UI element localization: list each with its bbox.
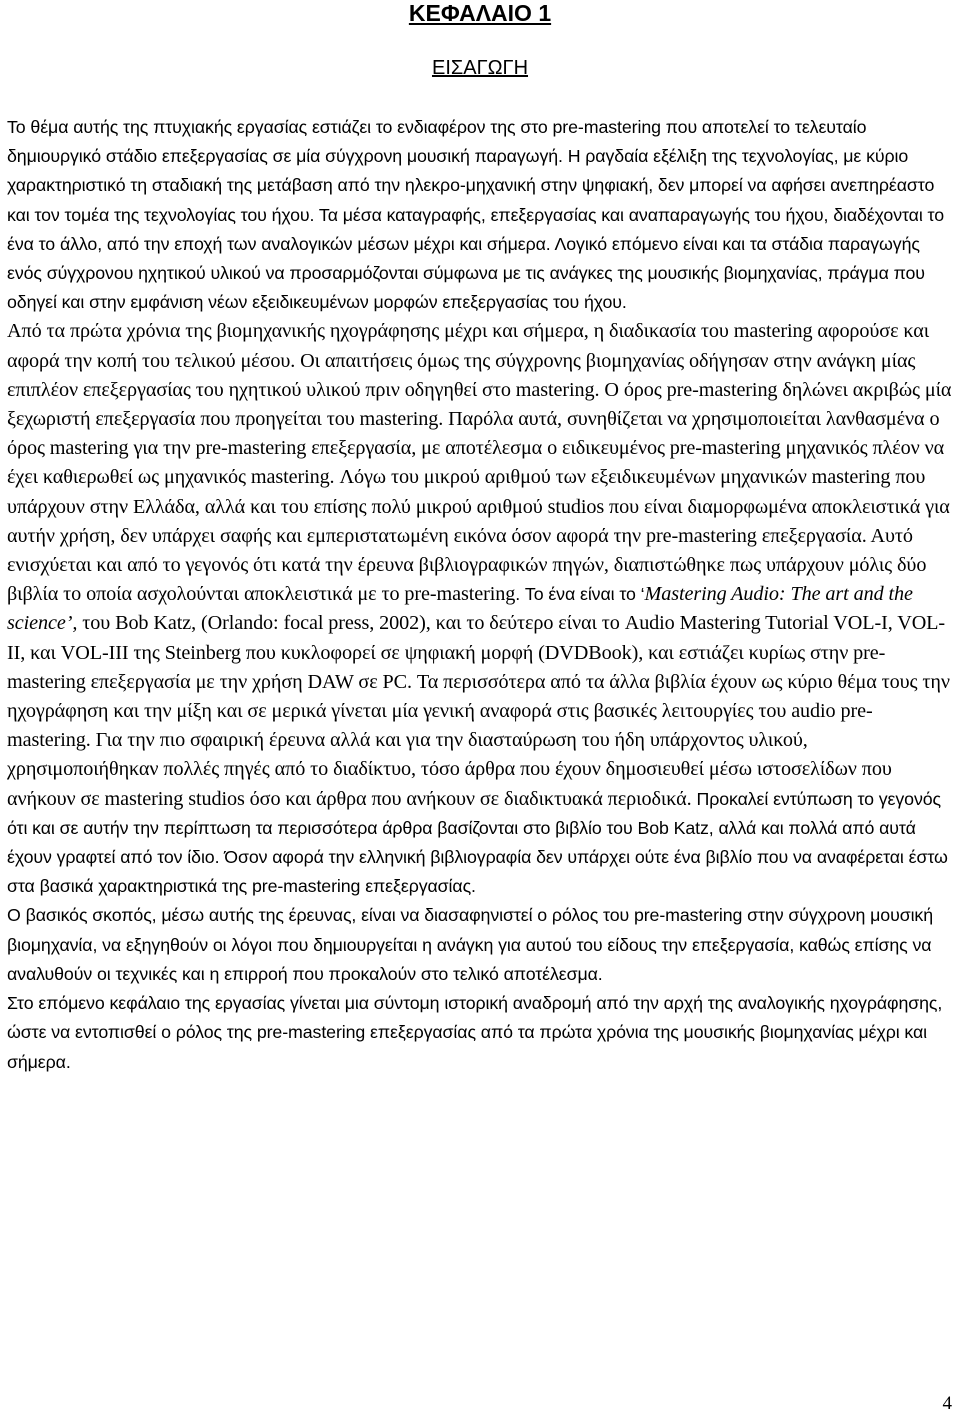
text-run: Από τα πρώτα χρόνια της βιομηχανικής ηχογράφησης μέχρι και σήμερα, η διαδικασία του mastering αφορούσε και αφορά την κοπή του τελικού μέσου. Οι απαιτήσεις όμως της σύγχρονης βιομηχανίας οδήγησαν στην ανάγκη μίας επιπλέον επεξεργασίας του ηχητικού υλικού πριν οδηγηθεί στο mastering. Ο όρος pre-mastering δηλώνει ακριβώς μία ξεχωριστή επεξεργασία που προηγείται του mastering. Παρόλα αυτά, συνηθίζεται να χρησιμοποιείται λανθασμένα ο όρος mastering για την pre-mastering επεξεργασία, με αποτέλεσμα ο ειδικευμένος pre-mastering μηχανικός πλέον να έχει καθιερωθεί ως μηχανικός mastering. Λόγω του μικρού αριθμού των εξειδικευμένων μηχανικών mastering που υπάρχουν στην Ελλάδα, αλλά και του επίσης πολύ μικρού αριθμού studios που είναι διαμορφωμένα αποκλειστικά για αυτήν χρήση, δεν υπάρχει σαφής και εμπεριστατωμένη εικόνα όσον αφορά την pre-mastering επεξεργασία. Αυτό ενισχύεται και από το γεγονός ότι κατά την έρευνα βιβλιογραφικών πηγών, διαπιστώθηκε πως υπάρχουν μόλις δύο βιβλία το οποία ασχολούνται αποκλειστικά με το pre-mastering <box>7 320 952 606</box>
chapter-title: ΚΕΦΑΛΑΙΟ 1 <box>408 0 552 26</box>
paragraph-4 <box>7 989 955 1077</box>
text-run: Προκαλεί εντύπωση το γεγονός ότι και σε αυτήν την περίπτωση τα περισσότερα άρθρα βασίζονται στο βιβλίο του Bob Katz, αλλά και πολλά από αυτά έχουν γραφτεί από τον ίδιο. Όσον αφορά την ελληνική βιβλιογραφία δεν υπάρχει ούτε ένα βιβλίο που να αναφέρεται έστω στα βασικά χαρακτηριστικά της pre-mastering επεξεργασίας. <box>7 788 948 897</box>
paragraph-1 <box>7 113 955 317</box>
text-run: Το θέμα αυτής της πτυχιακής εργασίας εστιάζει το ενδιαφέρον της στο pre-mastering που αποτελεί το τελευταίο δημιουργικό στάδιο επεξεργασίας σε μία σύγχρονη μουσική παραγωγή. Η ραγδαία εξέλιξη της τεχνολογίας, με κύριο χαρακτηριστικό τη σταδιακή της μετάβαση από την ηλεκρο-μηχανική στην ψηφιακή, δεν μπορεί να αφήσει ανεπηρέαστο και τον τομέα της τεχνολογίας του ήχου. Τα μέσα καταγραφής, επεξεργασίας και αναπαραγωγής του ήχου, διαδέχονται το ένα το άλλο, από την εποχή των αναλογικών μέσων μέχρι και σήμερα. Λογικό επόμενο είναι και τα στάδια παραγωγής ενός σύγχρονου ηχητικού υλικού να προσαρμόζονται σύμφωνα με τις ανάγκες της μουσικής βιομηχανίας, πράγμα που οδηγεί και στην εμφάνιση νέων εξειδικευμένων μορφών επεξεργασίας του ήχου. <box>7 117 944 313</box>
text-run: . Το ένα είναι το ‘ <box>515 584 645 605</box>
paragraph-3 <box>7 901 955 989</box>
body-text <box>7 113 955 1077</box>
text-run: Στο επόμενο κεφάλαιο της εργασίας γίνεται μια σύντομη ιστορική αναδρομή από την αρχή της αναλογικής ηχογράφησης, ώστε να εντοπισθεί ο ρόλος της pre-mastering επεξεργασίας από τα πρώτα χρόνια της μουσικής βιομηχανίας μέχρι και σήμερα. <box>7 993 943 1072</box>
book-title-italic: Mastering Audio: The art and the science’, <box>7 583 913 635</box>
section-title: ΕΙΣΑΓΩΓΗ <box>431 57 529 79</box>
text-run: του Bob Katz, (Orlando: focal press, 2002), και το δεύτερο είναι το Audio Mastering Tutorial VOL-I, VOL-II, και VOL-III της Steinberg που κυκλοφορεί σε ψηφιακή μορφή (DVDBook), και εστιάζει κυρίως στην pre-mastering επεξεργασία με την χρήση DAW σε PC. Τα περισσότερα από τα άλλα βιβλία έχουν ως κύριο θέμα τους την ηχογράφηση και την μίξη και σε μερικά γίνεται μία γενική αναφορά στις βασικές λειτουργίες του audio pre-mastering. Για την πιο σφαιρική έρευνα αλλά και για την διασταύρωση του ήδη υπάρχοντος υλικού, χρησιμοποιήθηκαν πολλές πηγές από το διαδίκτυο, τόσο άρθρα που έχουν δημοσιευθεί μέσω ιστοσελίδων που ανήκουν σε mastering studios όσο και άρθρα που ανήκουν σε διαδικτυακά περιοδικά. <box>7 612 950 810</box>
paragraph-2 <box>7 317 955 901</box>
page-number: 4 <box>942 1393 952 1414</box>
text-run: Ο βασικός σκοπός, μέσω αυτής της έρευνας, είναι να διασαφηνιστεί ο ρόλος του pre-mastering στην σύγχρονη μουσική βιομηχανία, να εξηγηθούν οι λόγοι που δημιουργείται η ανάγκη για αυτού του είδους την επεξεργασία, καθώς επίσης να αναλυθούν οι τεχνικές και η επιρροή που προκαλούν στο τελικό αποτέλεσμα. <box>7 905 934 984</box>
